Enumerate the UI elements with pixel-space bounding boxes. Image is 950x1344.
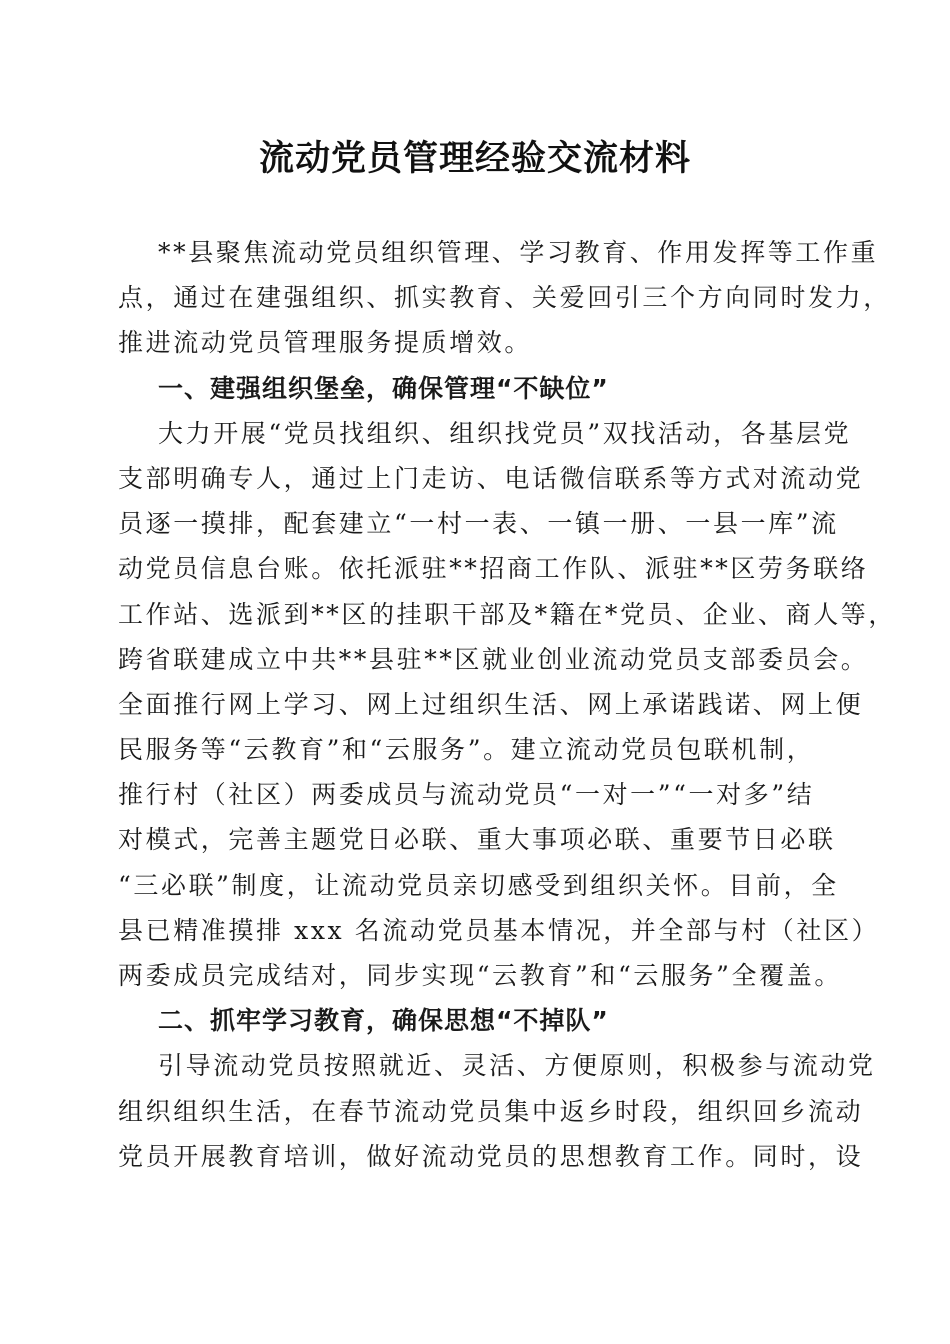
body-text-line: 县已精准摸排 xxx 名流动党员基本情况，并全部与村（社区）	[118, 915, 880, 945]
body-text-line: 推行村（社区）两委成员与流动党员“一对一”“一对多”结	[118, 780, 815, 810]
section-heading: 二、抓牢学习教育，确保思想“不掉队”	[158, 1006, 609, 1036]
body-text-line: 党员开展教育培训，做好流动党员的思想教育工作。同时，设	[118, 1141, 864, 1171]
body-text-line: “三必联”制度，让流动党员亲切感受到组织关怀。目前，全	[118, 870, 839, 900]
body-text-line: 工作站、选派到**区的挂职干部及*籍在*党员、企业、商人等，	[118, 599, 897, 629]
body-text-line: 引导流动党员按照就近、灵活、方便原则，积极参与流动党	[158, 1051, 876, 1081]
body-text-line: **县聚焦流动党员组织管理、学习教育、作用发挥等工作重	[158, 238, 879, 267]
body-text-line: 跨省联建成立中共**县驻**区就业创业流动党员支部委员会。	[118, 644, 869, 674]
body-text-line: 民服务等“云教育”和“云服务”。建立流动党员包联机制，	[118, 735, 815, 765]
body-text-line: 支部明确专人，通过上门走访、电话微信联系等方式对流动党	[118, 463, 864, 493]
document-title: 流动党员管理经验交流材料	[258, 138, 691, 179]
body-text-line: 两委成员完成结对，同步实现“云教育”和“云服务”全覆盖。	[118, 961, 842, 990]
body-text-line: 员逐一摸排，配套建立“一村一表、一镇一册、一县一库”流	[118, 509, 839, 539]
body-text-line: 动党员信息台账。依托派驻**招商工作队、派驻**区劳务联络	[118, 554, 869, 584]
body-text-line: 点，通过在建强组织、抓实教育、关爱回引三个方向同时发力，	[118, 283, 891, 313]
body-text-line: 组织组织生活，在春节流动党员集中返乡时段，组织回乡流动	[118, 1096, 864, 1126]
body-text-line: 推进流动党员管理服务提质增效。	[118, 328, 533, 358]
body-text-line: 全面推行网上学习、网上过组织生活、网上承诺践诺、网上便	[118, 689, 864, 719]
document-body	[118, 230, 897, 1179]
body-text-line: 对模式，完善主题党日必联、重大事项必联、重要节日必联	[118, 825, 836, 855]
body-text-line: 大力开展“党员找组织、组织找党员”双找活动，各基层党	[158, 418, 852, 448]
section-heading: 一、建强组织堡垒，确保管理“不缺位”	[158, 373, 609, 403]
